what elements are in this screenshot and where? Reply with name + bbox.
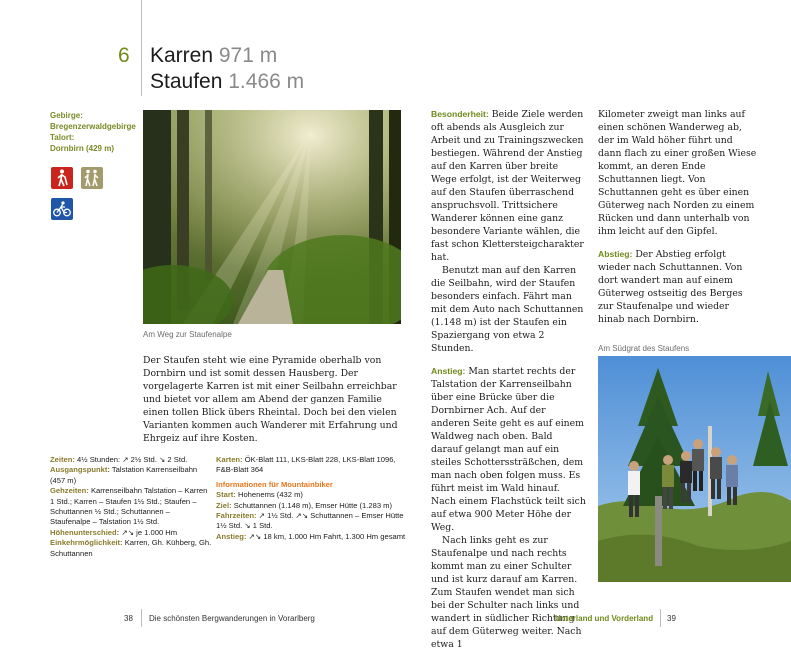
title-staufen-altitude: 1.466 m [228,70,305,93]
photo2-caption: Am Südgrat des Staufens [598,344,690,353]
hiker-icon [51,167,73,189]
meta-info [50,110,142,154]
talort-label: Talort: [50,133,75,142]
fact-karten: Karten: ÖK-Blatt 111, LKS-Blatt 228, LKS-Blatt 1096, F&B-Blatt 364 [216,455,396,475]
title-staufen-name: Staufen [150,70,223,93]
fact-einkehr: Einkehrmöglichkeit: Karren, Gh. Kühberg, Gh. Schuttannen [50,538,212,558]
summit-ridge-photo [598,356,791,582]
header-rule [141,0,142,96]
right-column [598,108,758,326]
photo1-caption: Am Weg zur Staufenalpe [143,330,232,339]
talort-value: Dornbirn (429 m) [50,144,115,153]
mtb-heading: Informationen für Mountainbiker [216,479,333,489]
besonderheit-paragraph: Besonderheit: Beide Ziele werden oft abends als Ausgleich zur Arbeit und zu Trainingszwecken bestiegen. Während der Anstieg auf den Karren über breite Wege erfolgt, ist der Weiterweg auf den Staufen überraschend anspruchsvoll. Trittsichere Wanderer können eine ganz besondere Variante wählen, die fast schon Klettersteigcharakter hat. [431,109,584,263]
footer-book-title: Die schönsten Bergwanderungen in Vorarlberg [149,614,315,623]
hiking-group-icon [81,167,103,189]
facts-right [216,455,406,542]
seilbahn-paragraph: Benutzt man auf den Karren die Seilbahn, wird der Staufen besonders einfach. Fährt man mit dem Auto nach Schuttannen (1.148 m) ist der Staufen ein Spaziergang von etwa 2 Stunden. [431,265,584,354]
footer-right-page-number: 39 [667,614,676,623]
mtb-start: Start: Hohenems (432 m) [216,490,303,500]
mtb-anstieg: Anstieg: ↗↘ 18 km, 1.000 Hm Fahrt, 1.300 Hm gesamt [216,531,406,541]
title-karren-name: Karren [150,44,214,67]
wanderweg-paragraph: Kilometer zweigt man links auf einen schönen Wanderweg ab, der im Wald höher führt und dann flach zu einer großen Wiese kommt, an deren Ende Schuttannen liegt. Von Schuttannen geht es über einen Güterweg nach Norden zu einem Rücken und dann unterhalb von ihm leicht auf den Gipfel. [598,109,757,237]
title-karren [150,44,277,68]
fact-zeiten: Zeiten: 4½ Stunden: ↗ 2½ Std. ↘ 2 Std. [50,455,188,464]
footer-rule-left [141,609,142,627]
mtb-ziel: Ziel: Schuttannen (1.148 m), Emser Hütte (1.283 m) [216,500,393,510]
intro-paragraph: Der Staufen steht wie eine Pyramide oberhalb von Dornbirn und ist somit dessen Hausberg. Der vorgelagerte Karren ist mit einer Seilbahn erreichbar und bietet vor allem am Abend der ganzen Familie einen tollen Blick übers Rheintal. Doch bei den vielen Varianten kommen auch Wanderer mit Erfahrung und Ehrgeiz auf ihre Kosten. [143,355,398,444]
facts-left [50,455,212,559]
footer-rule-right [660,609,661,627]
mtb-fahrzeiten: Fahrzeiten: ↗ 1½ Std. ↗↘ Schuttannen – Emser Hütte 1½ Std. ↘ 1 Std. [216,511,404,531]
fact-gehzeiten: Gehzeiten: Karrenseilbahn Talstation – Karren 1 Std.; Karren – Staufen 1½ Std.; Staufen – Schuttannen ½ Std.; Schuttannen – Staufenalpe – Talstation 1½ Std. [50,486,208,527]
gebirge-value: Bregenzerwaldgebirge [50,122,136,131]
footer-left-page-number: 38 [124,614,133,623]
middle-column [431,108,586,651]
forest-path-photo [143,110,401,324]
title-staufen [150,70,304,94]
gebirge-label: Gebirge: [50,111,83,120]
fact-hoehenunterschied: Höhenunterschied: ↗↘ je 1.000 Hm [50,527,178,537]
footer-chapter-title: Unterland und Vorderland [555,614,654,623]
title-karren-altitude: 971 m [218,44,278,67]
mountain-bike-icon [51,198,73,220]
fact-ausgangspunkt: Ausgangspunkt: Talstation Karrenseilbahn (457 m) [50,465,198,485]
tour-number: 6 [118,44,130,67]
anstieg-paragraph: Anstieg: Man startet rechts der Talstation der Karrenseilbahn über eine Brücke über die Dornbirner Ach. Auf der anderen Seite geht es auf einem Waldweg nach oben. Bald darauf gelangt man auf ein steiles Schotterssträßchen, dem man nach oben folgen muss. Es führt meist im Wald hinauf. Nach einem Flachstück teilt sich auf etwa 900 Meter Höhe der Weg. [431,366,586,533]
staufen-paragraph: Nach links geht es zur Staufenalpe und nach rechts kommt man zu einer Schulter und ist kurz darauf am Karren. Zum Staufen wendet man sich bei der Schulter nach links und wandert in südlicher Richtung auf dem Güterweg weiter. Nach etwa 1 [431,535,582,650]
abstieg-paragraph: Abstieg: Der Abstieg erfolgt wieder nach Schuttannen. Von dort wandert man auf einem Güterweg ostseitig des Berges zur Staufenalpe und wieder hinab nach Dornbirn. [598,249,743,325]
